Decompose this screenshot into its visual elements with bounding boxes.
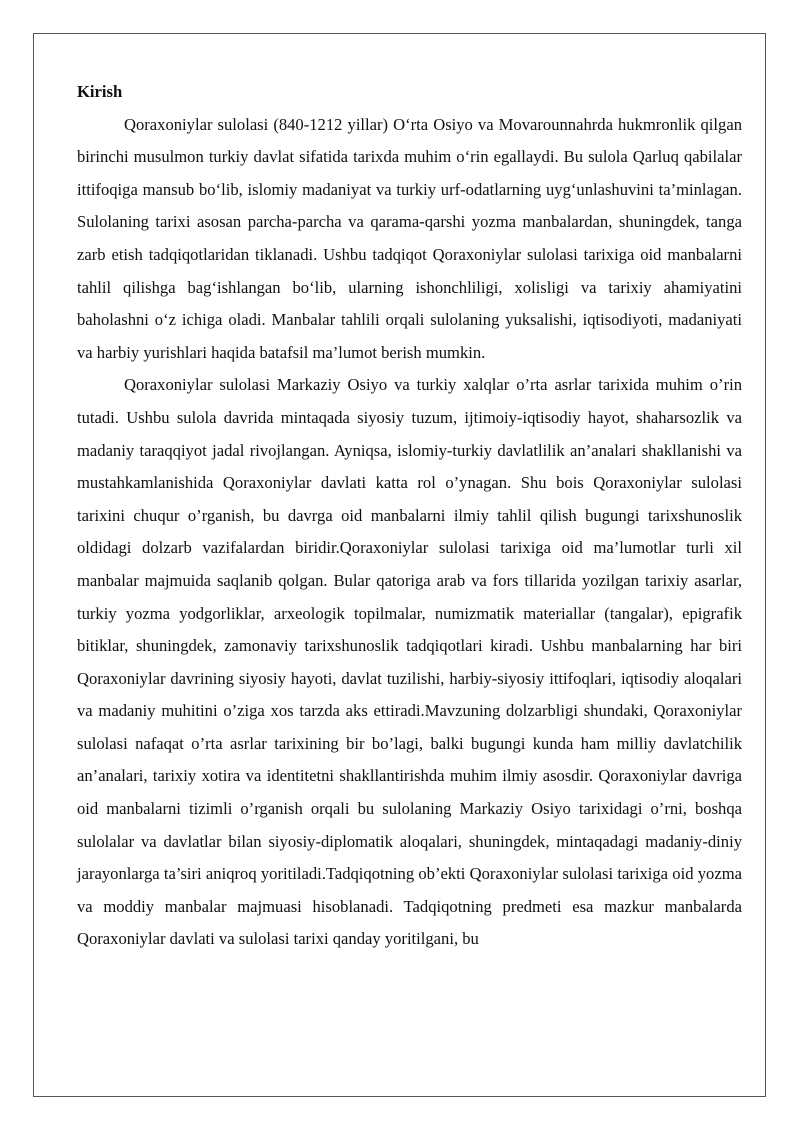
document-body xyxy=(77,76,742,956)
document-page xyxy=(33,33,766,1097)
paragraph: Qoraxoniylar sulolasi Markaziy Osiyo va turkiy xalqlar o’rta asrlar tarixida muhim o’rin tutadi. Ushbu sulola davrida mintaqada siyosiy tuzum, ijtimoiy-iqtisodiy hayot, shaharsozlik va madaniy taraqqiyot jadal rivojlangan. Ayniqsa, islomiy-turkiy davlatlilik an’analari shakllanishi va mustahkamlanishida Qoraxoniylar davlati katta rol o’ynagan. Shu bois Qoraxoniylar sulolasi tarixini chuqur o’rganish, bu davrga oid manbalarni ilmiy tahlil qilish bugungi tarixshunoslik oldidagi dolzarb vazifalardan biridir.Qoraxoniylar sulolasi tarixiga oid ma’lumotlar turli xil manbalar majmuida saqlanib qolgan. Bular qatoriga arab va fors tillarida yozilgan tarixiy asarlar, turkiy yozma yodgorliklar, arxeologik topilmalar, numizmatik materiallar (tangalar), epigrafik bitiklar, shuningdek, zamonaviy tarixshunoslik tadqiqotlari kiradi. Ushbu manbalarning har biri Qoraxoniylar davrining siyosiy hayoti, davlat tuzilishi, harbiy-siyosiy ittifoqlari, iqtisodiy aloqalari va madaniy muhitini o’ziga xos tarzda aks ettiradi.Mavzuning dolzarbligi shundaki, Qoraxoniylar sulolasi nafaqat o’rta asrlar tarixining bir bo’lagi, balki bugungi kunda ham milliy davlatchilik an’analari, tarixiy xotira va identitetni shakllantirishda muhim ilmiy asosdir. Qoraxoniylar davriga oid manbalarni tizimli o’rganish orqali bu sulolaning Markaziy Osiyo tarixidagi o’rni, boshqa sulolalar va davlatlar bilan siyosiy-diplomatik aloqalari, shuningdek, mintaqadagi madaniy-diniy jarayonlarga ta’siri aniqroq yoritiladi.Tadqiqotning ob’ekti Qoraxoniylar sulolasi tarixiga oid yozma va moddiy manbalar majmuasi hisoblanadi. Tadqiqotning predmeti esa mazkur manbalarda Qoraxoniylar davlati va sulolasi tarixi qanday yoritilgani, bu xyxy=(77,375,742,949)
paragraph: Qoraxoniylar sulolasi (840-1212 yillar) O‘rta Osiyo va Movarounnahrda hukmronlik qilgan birinchi musulmon turkiy davlat sifatida tarixda muhim o‘rin egallaydi. Bu sulola Qarluq qabilalar ittifoqiga mansub bo‘lib, islomiy madaniyat va turkiy urf-odatlarning uyg‘unlashuvini ta’minlagan. Sulolaning tarixi asosan parcha-parcha va qarama-qarshi yozma manbalardan, shuningdek, tanga zarb etish tadqiqotlaridan tiklanadi. Ushbu tadqiqot Qoraxoniylar sulolasi tarixiga oid manbalarni tahlil qilishga bag‘ishlangan bo‘lib, ularning ishonchliligi, xolisligi va tarixiy ahamiyatini baholashni o‘z ichiga oladi. Manbalar tahlili orqali sulolaning yuksalishi, iqtisodiyoti, madaniyati va harbiy yurishlari haqida batafsil ma’lumot berish mumkin. xyxy=(77,114,742,362)
section-heading: Kirish xyxy=(77,82,123,101)
